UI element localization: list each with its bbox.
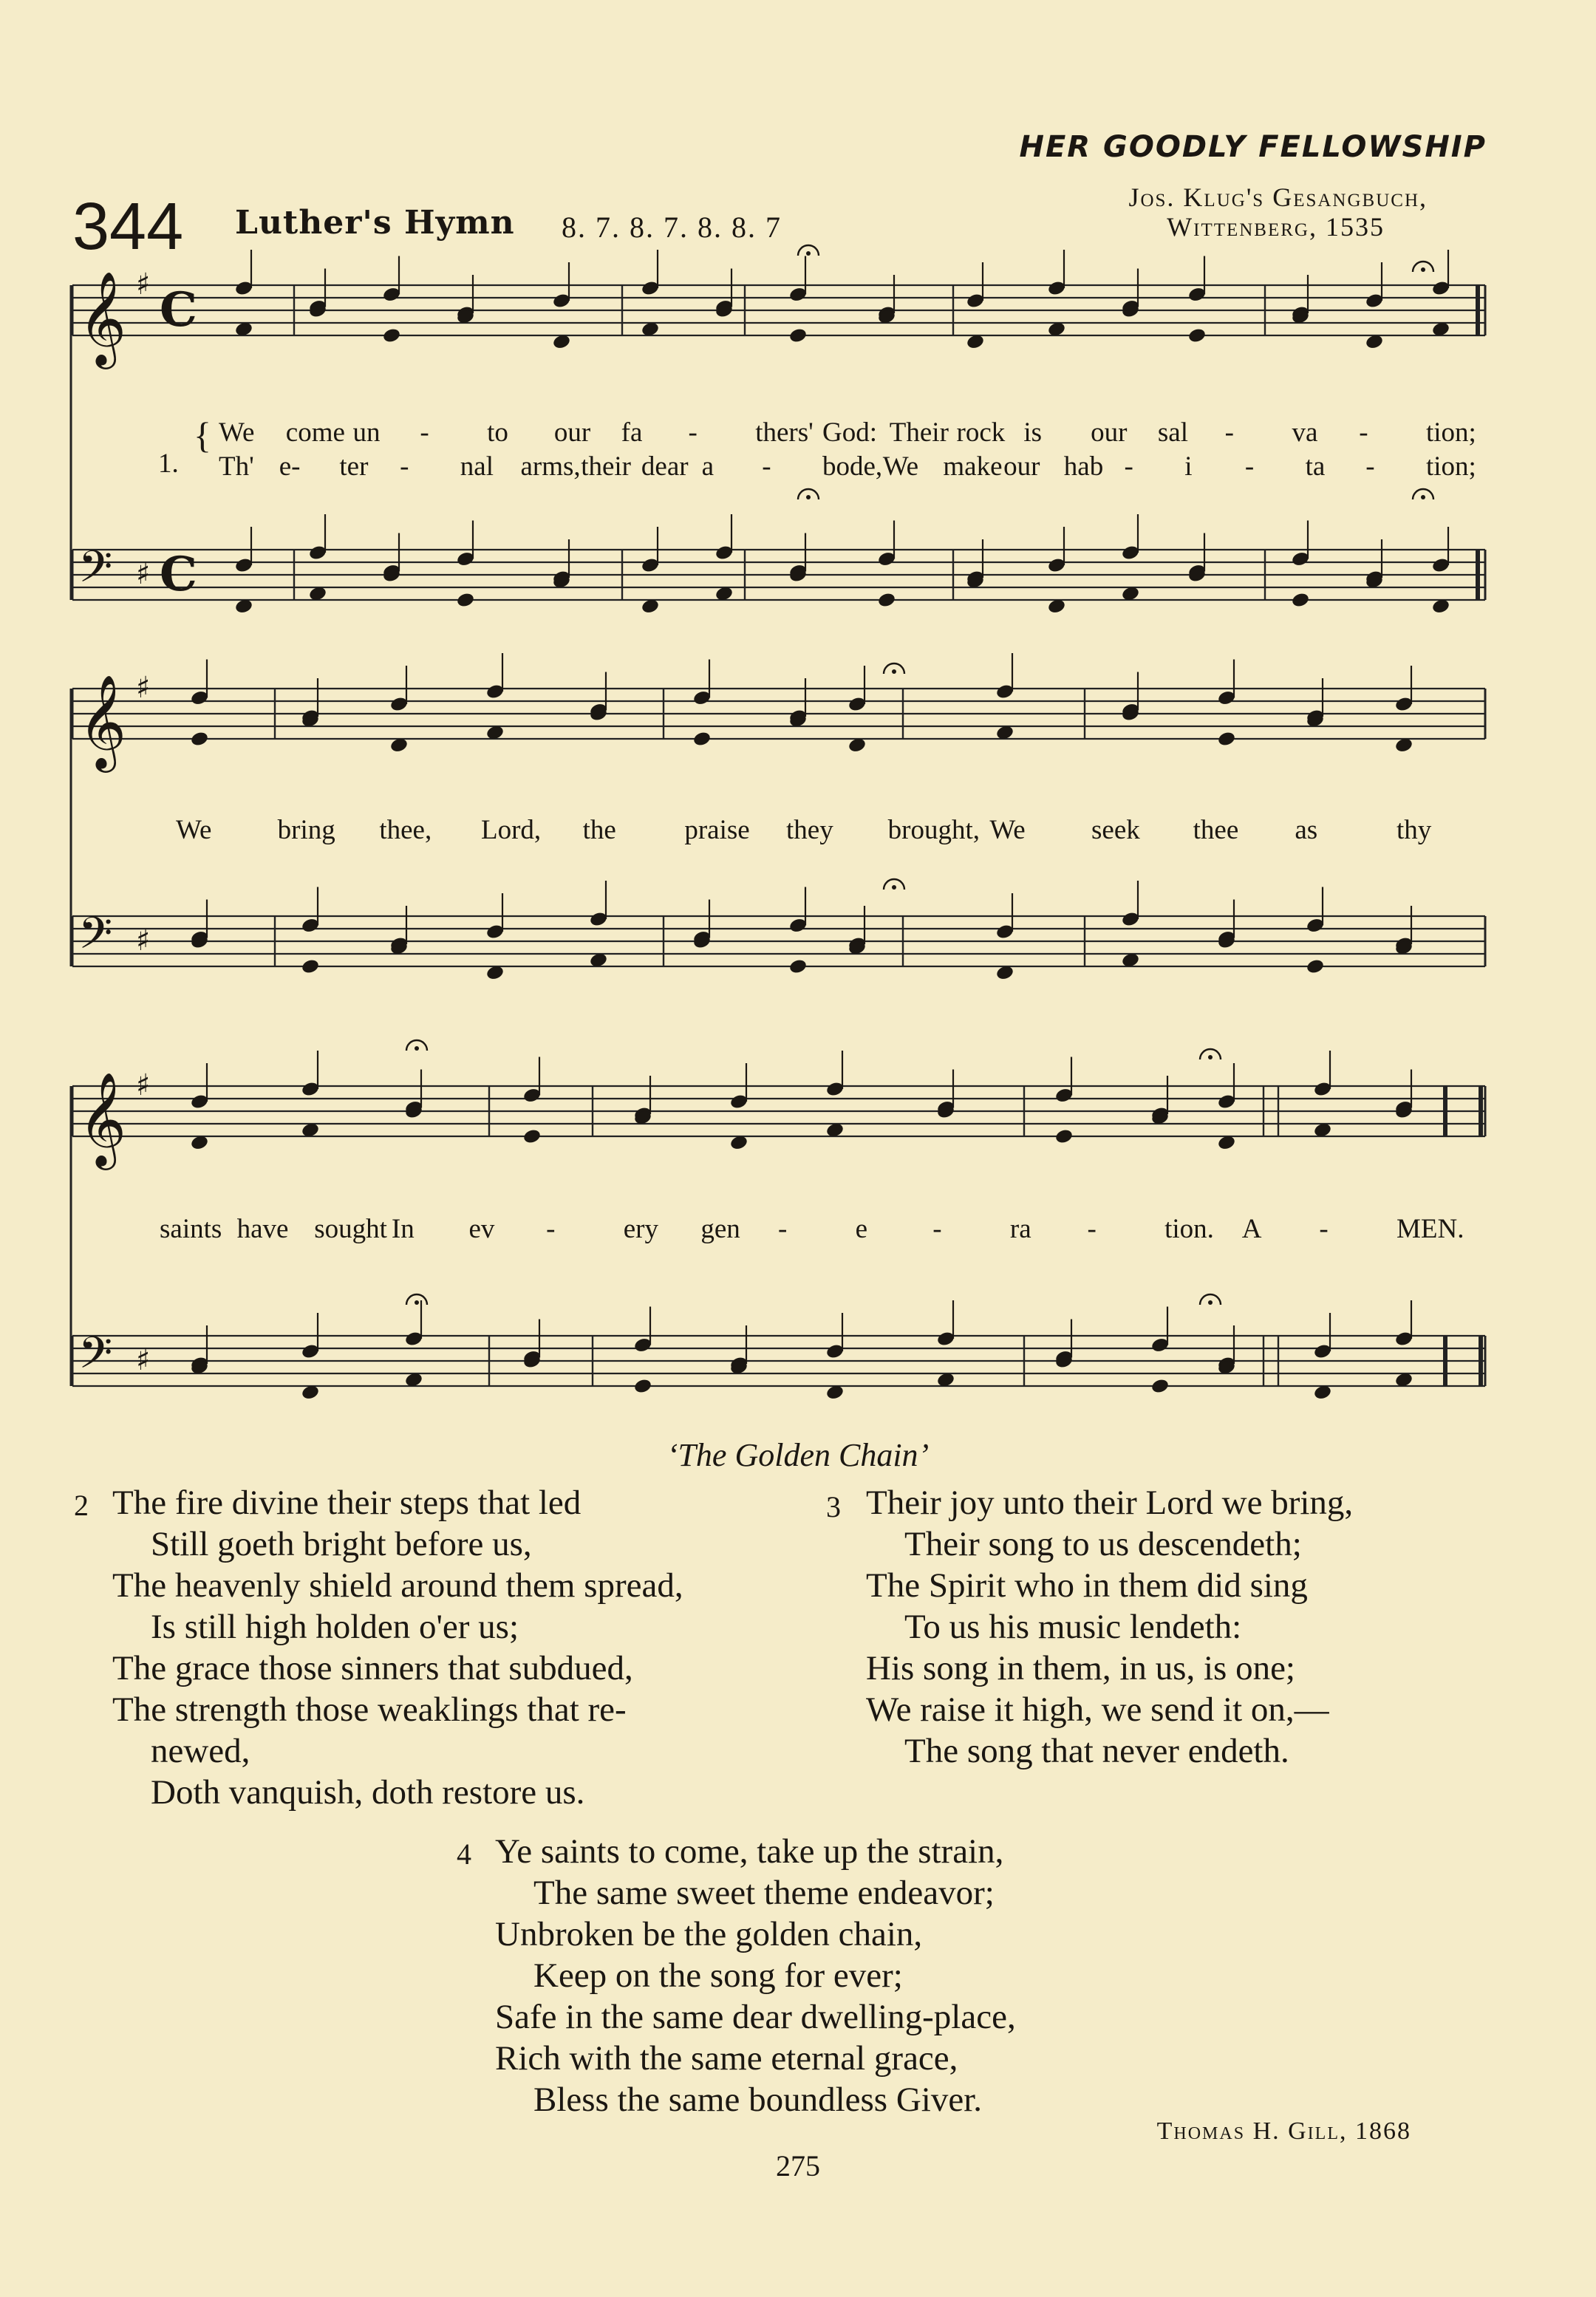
lyric-syllable: We xyxy=(176,815,212,845)
fermata-dot xyxy=(1208,1300,1213,1305)
page-number: 275 xyxy=(776,2149,820,2182)
key-signature-sharp: ♯ xyxy=(136,1068,151,1102)
lyric-syllable: ta xyxy=(1305,451,1326,482)
lyric-syllable: saints xyxy=(160,1214,222,1244)
lyric-syllable: have xyxy=(236,1214,289,1244)
stanza-3 xyxy=(866,1482,1353,1772)
lyric-syllable: ra xyxy=(1009,1214,1031,1244)
treble-clef: 𝄞 xyxy=(78,1071,127,1166)
fermata-dot xyxy=(806,251,811,256)
stanza-line: We raise it high, we send it on,— xyxy=(866,1690,1329,1729)
lyric-syllable: - xyxy=(932,1214,942,1244)
fermata-dot xyxy=(1208,1055,1213,1059)
lyric-syllable: sal xyxy=(1157,417,1188,448)
lyric-syllable: God: xyxy=(822,417,877,448)
lyric-syllable: make xyxy=(943,451,1003,482)
lyric-syllable: arms, xyxy=(520,451,581,482)
lyric-syllable: hab xyxy=(1063,451,1104,482)
stanza-2-number: 2 xyxy=(74,1489,89,1522)
fermata-dot xyxy=(806,495,811,499)
stanza-4 xyxy=(495,1831,1016,2120)
stanza-line: Safe in the same dear dwelling-place, xyxy=(495,1998,1016,2036)
lyric-syllable: We xyxy=(219,417,255,448)
note-head xyxy=(633,1378,652,1395)
stanza-4-number: 4 xyxy=(457,1837,471,1871)
lyric-syllable: sought xyxy=(314,1214,387,1244)
lyric-syllable: - xyxy=(778,1214,788,1244)
lyric-syllable: our xyxy=(1003,451,1040,482)
lyric-syllable: A xyxy=(1241,1214,1262,1244)
lyric-syllable: thers' xyxy=(755,417,814,448)
lyric-syllable: - xyxy=(1124,451,1133,482)
stanza-line: Their joy unto their Lord we bring, xyxy=(866,1484,1354,1522)
lyric-syllable: - xyxy=(546,1214,556,1244)
lyric-syllable: rock xyxy=(956,417,1006,448)
stanza-3-number: 3 xyxy=(826,1490,841,1523)
stanza-line: Keep on the song for ever; xyxy=(533,1956,903,1995)
source-line-2: Wittenberg, 1535 xyxy=(1167,212,1385,242)
lyric-syllable: brought, xyxy=(887,815,981,845)
lyric-syllable: - xyxy=(1359,417,1368,448)
stanza-line: Still goeth bright before us, xyxy=(151,1525,532,1563)
verse-brace: { xyxy=(194,414,211,456)
key-signature-sharp: ♯ xyxy=(136,557,151,591)
lyric-syllable: Lord, xyxy=(481,815,542,845)
note-head xyxy=(1187,327,1207,344)
fermata-dot xyxy=(892,669,896,674)
lyric-syllable: Th' xyxy=(219,451,254,482)
lyric-syllable: a xyxy=(701,451,715,482)
lyric-syllable: - xyxy=(400,451,409,482)
key-signature-sharp: ♯ xyxy=(136,267,151,301)
note-head xyxy=(1150,1378,1170,1395)
lyric-syllable: e- xyxy=(279,451,301,482)
source-line-1: Jos. Klug's Gesangbuch, xyxy=(1128,182,1428,212)
hymn-subtitle: ‘The Golden Chain’ xyxy=(666,1437,930,1473)
lyric-syllable: ter xyxy=(339,451,369,482)
lyric-syllable: We xyxy=(989,815,1026,845)
lyric-syllable: - xyxy=(1244,451,1255,482)
lyric-syllable: to xyxy=(487,417,508,448)
note-head xyxy=(877,592,896,609)
lyric-syllable: come xyxy=(285,417,345,448)
lyric-syllable: dear xyxy=(641,451,689,482)
lyric-syllable: We xyxy=(882,451,919,482)
lyric-syllable: their xyxy=(581,451,631,482)
bass-clef: 𝄢 xyxy=(78,1327,113,1389)
stanza-line: Is still high holden o'er us; xyxy=(151,1608,519,1646)
lyric-syllable: e xyxy=(855,1214,868,1244)
lyric-syllable: - xyxy=(1319,1214,1329,1244)
note-head xyxy=(692,731,712,748)
tune-name: Luther's Hymn xyxy=(235,204,515,242)
lyric-syllable: our xyxy=(553,417,591,448)
treble-clef: 𝄞 xyxy=(78,674,127,768)
stanza-line: Unbroken be the golden chain, xyxy=(495,1915,923,1953)
stanza-line: The same sweet theme endeavor; xyxy=(533,1874,995,1912)
note-head xyxy=(382,327,401,344)
stanza-line: The grace those sinners that subdued, xyxy=(112,1649,633,1687)
stanza-line: The strength those weaklings that re- xyxy=(112,1690,627,1729)
lyric-syllable: our xyxy=(1091,417,1128,448)
lyric-syllable: - xyxy=(1087,1214,1097,1244)
lyric-syllable: thee, xyxy=(379,815,432,845)
stanza-line: The song that never endeth. xyxy=(904,1732,1289,1770)
lyric-syllable: bode, xyxy=(822,451,883,482)
key-signature-sharp: ♯ xyxy=(136,671,151,705)
note-head xyxy=(1217,731,1236,748)
stanza-line: The Spirit who in them did sing xyxy=(866,1566,1308,1605)
lyric-syllable: ev xyxy=(468,1214,495,1244)
stanza-line: To us his music lendeth: xyxy=(904,1608,1242,1646)
stanza-line: The heavenly shield around them spread, xyxy=(112,1566,683,1605)
stanza-line: The fire divine their steps that led xyxy=(112,1484,582,1522)
lyric-syllable: un xyxy=(352,417,381,448)
lyric-syllable: praise xyxy=(684,815,750,845)
bass-clef: 𝄢 xyxy=(78,907,113,969)
lyric-syllable: is xyxy=(1023,417,1043,448)
lyric-syllable: ery xyxy=(623,1214,658,1244)
lyric-syllable: fa xyxy=(621,417,643,448)
note-head xyxy=(1054,1128,1074,1145)
lyric-syllable: nal xyxy=(460,451,494,482)
time-signature: C xyxy=(160,282,197,338)
lyric-syllable: bring xyxy=(277,815,335,845)
lyric-syllable: gen xyxy=(700,1214,740,1244)
lyric-syllable: i xyxy=(1184,451,1193,482)
fermata-dot xyxy=(1421,267,1425,272)
note-head xyxy=(788,327,808,344)
lyric-syllable: tion. xyxy=(1164,1214,1214,1244)
verse-number: 1. xyxy=(158,448,179,479)
fermata-dot xyxy=(415,1300,419,1305)
stanza-2 xyxy=(112,1482,683,1813)
fermata-dot xyxy=(415,1046,419,1051)
lyric-syllable: tion; xyxy=(1426,451,1476,482)
note-head xyxy=(788,958,808,975)
fermata-dot xyxy=(892,885,896,890)
lyric-syllable: - xyxy=(420,417,429,448)
fermata-dot xyxy=(1421,495,1425,499)
section-heading: HER GOODLY FELLOWSHIP xyxy=(1019,130,1487,164)
stanza-line: His song in them, in us, is one; xyxy=(866,1649,1295,1687)
stanza-line: Ye saints to come, take up the strain, xyxy=(495,1832,1004,1871)
stanza-line: Bless the same boundless Giver. xyxy=(533,2081,983,2119)
note-head xyxy=(1306,958,1325,975)
hymn-number: 344 xyxy=(72,190,184,264)
note-head xyxy=(522,1128,542,1145)
note-head xyxy=(190,731,209,748)
stanza-line: Doth vanquish, doth restore us. xyxy=(151,1773,585,1812)
note-head xyxy=(301,958,320,975)
lyric-syllable: In xyxy=(391,1214,415,1244)
bass-clef: 𝄢 xyxy=(78,541,113,603)
lyric-syllable: Their xyxy=(889,417,949,448)
lyric-syllable: tion; xyxy=(1426,417,1476,448)
meter: 8. 7. 8. 7. 8. 8. 7 xyxy=(562,211,782,244)
author-credit: Thomas H. Gill, 1868 xyxy=(1156,2117,1411,2145)
time-signature: C xyxy=(160,547,197,602)
lyric-syllable: MEN. xyxy=(1396,1214,1464,1244)
treble-clef: 𝄞 xyxy=(78,270,127,365)
lyric-syllable: the xyxy=(582,815,616,845)
stanza-line: newed, xyxy=(151,1732,250,1770)
lyric-syllable: - xyxy=(762,451,771,482)
lyric-syllable: they xyxy=(786,815,833,845)
lyric-syllable: thy xyxy=(1396,815,1432,845)
lyric-syllable: va xyxy=(1292,417,1318,448)
lyric-syllable: - xyxy=(1224,417,1234,448)
lyric-syllable: seek xyxy=(1091,815,1140,845)
note-head xyxy=(456,592,475,609)
note-head xyxy=(1291,592,1310,609)
lyric-syllable: - xyxy=(1365,451,1375,482)
stanza-line: Rich with the same eternal grace, xyxy=(495,2039,958,2078)
stanza-line: Their song to us descendeth; xyxy=(904,1525,1302,1563)
key-signature-sharp: ♯ xyxy=(136,1343,151,1377)
lyric-syllable: as xyxy=(1295,815,1318,845)
lyric-syllable: thee xyxy=(1193,815,1239,845)
lyric-syllable: - xyxy=(688,417,698,448)
key-signature-sharp: ♯ xyxy=(136,924,151,958)
